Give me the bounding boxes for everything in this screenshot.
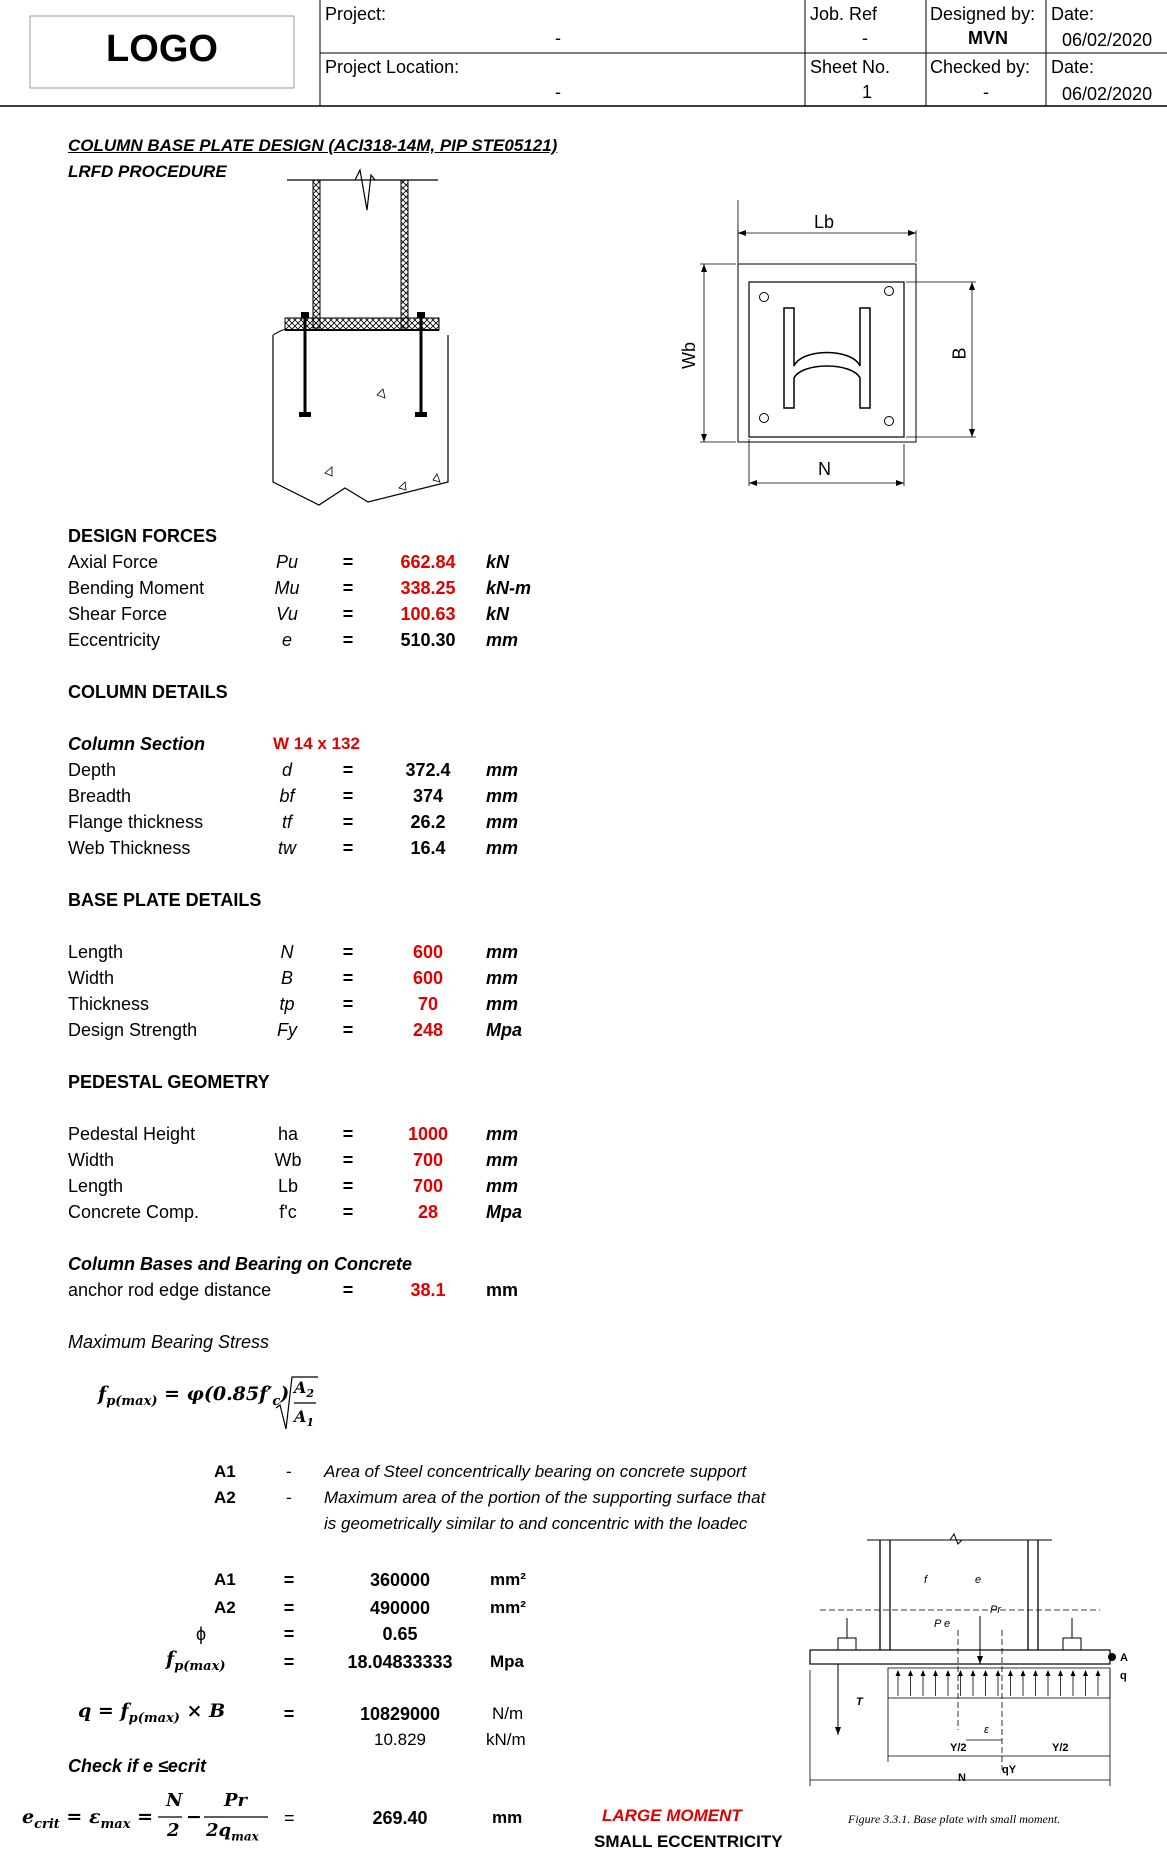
breadth-value: 374: [412, 786, 444, 806]
bearing-arrow-head: [1021, 1670, 1026, 1676]
sheet-no-value: 1: [862, 82, 873, 102]
plate-thickness-sym: tp: [279, 994, 295, 1014]
calc-fp-value: 18.04833333: [347, 1652, 453, 1672]
a2-dash: -: [286, 1488, 292, 1507]
designed-by-value: MVN: [968, 28, 1008, 48]
max-bearing-stress-label: Maximum Bearing Stress: [68, 1332, 270, 1352]
ecrit-value: 269.40: [372, 1808, 428, 1828]
breadth-eq: =: [342, 786, 354, 806]
bearing-heading: Column Bases and Bearing on Concrete: [68, 1254, 413, 1274]
figure-bearing-arrows: [888, 1668, 1118, 1698]
calc-a2-unit: mm²: [490, 1598, 526, 1617]
pedestal-width-sym: Wb: [274, 1150, 302, 1170]
a1-desc: Area of Steel concentrically bearing on concrete support: [324, 1462, 747, 1481]
fig-label-pr: Pr: [990, 1604, 1001, 1616]
web-thickness-value: 16.4: [410, 838, 446, 858]
depth-label: Depth: [68, 760, 117, 780]
bending-moment-value[interactable]: 338.25: [400, 578, 456, 598]
pedestal-height-label: Pedestal Height: [68, 1124, 196, 1144]
web-thickness-label: Web Thickness: [68, 838, 191, 858]
plate-thickness-value[interactable]: 70: [417, 994, 439, 1014]
axial-force-unit: kN: [486, 552, 510, 572]
calc-phi-eq: =: [283, 1624, 295, 1644]
designed-by-label: Designed by:: [930, 4, 1036, 24]
axial-force-sym: Pu: [275, 552, 299, 572]
pedestal-length-label: Length: [68, 1176, 124, 1196]
eccentricity-unit: mm: [486, 630, 519, 650]
bearing-arrow-head: [958, 1670, 963, 1676]
bearing-arrow-head: [971, 1670, 976, 1676]
sheet-no-label: Sheet No.: [810, 57, 891, 77]
plate-width-eq: =: [342, 968, 354, 988]
bearing-arrow-head: [921, 1670, 926, 1676]
concrete-comp-value[interactable]: 28: [417, 1202, 439, 1222]
concrete-comp-label: Concrete Comp.: [68, 1202, 200, 1222]
fig-label-a: A: [1120, 1652, 1128, 1664]
plate-thickness-eq: =: [342, 994, 354, 1014]
bearing-arrow-head: [1033, 1670, 1038, 1676]
bearing-arrow-head: [1071, 1670, 1076, 1676]
plate-thickness-label: Thickness: [68, 994, 150, 1014]
pedestal-width-label: Width: [68, 1150, 115, 1170]
plate-width-label: Width: [68, 968, 115, 988]
fig-label-y2b: Y/2: [1052, 1742, 1069, 1754]
fig-label-q: q: [1120, 1670, 1127, 1682]
design-strength-sym: Fy: [277, 1020, 297, 1040]
bearing-arrow-head: [996, 1670, 1001, 1676]
plan-label-b: B: [949, 347, 970, 360]
a1-dash: -: [286, 1462, 292, 1481]
bearing-arrow-head: [983, 1670, 988, 1676]
breadth-sym: bf: [279, 786, 295, 806]
shear-force-sym: Vu: [276, 604, 298, 624]
pedestal-height-sym: ha: [277, 1124, 299, 1144]
column-elevation-sketch: [265, 170, 465, 500]
project-location-value: -: [555, 82, 561, 102]
ecrit-frac-pr: Pr: [224, 1790, 248, 1811]
calc-a1-eq: =: [283, 1570, 295, 1590]
calc-a1-name: A1: [214, 1570, 236, 1589]
pedestal-length-unit: mm: [486, 1176, 519, 1196]
date-label-2: Date:: [1051, 57, 1095, 77]
bearing-arrow-head: [1058, 1670, 1063, 1676]
base-plate-plan-sketch: [680, 200, 1010, 490]
date-value-2: 06/02/2020: [1062, 84, 1153, 104]
shear-force-unit: kN: [486, 604, 510, 624]
calc-a2-value: 490000: [369, 1598, 431, 1618]
plan-label-lb: Lb: [814, 212, 835, 232]
calc-a1-value: 360000: [369, 1570, 431, 1590]
depth-sym: d: [281, 760, 292, 780]
fig-label-t: T: [856, 1696, 863, 1708]
q-unit-2: kN/m: [486, 1730, 526, 1749]
flange-thickness-value: 26.2: [410, 812, 446, 832]
anchor-edge-value[interactable]: 38.1: [410, 1280, 446, 1300]
eccentricity-eq: =: [342, 630, 354, 650]
pedestal-height-unit: mm: [486, 1124, 519, 1144]
breadth-label: Breadth: [68, 786, 132, 806]
column-section-label: Column Section: [68, 734, 206, 754]
bending-moment-unit: kN-m: [486, 578, 532, 598]
plate-length-unit: mm: [486, 942, 519, 962]
sqrt-numerator: $A_2$: [294, 1378, 315, 1401]
ecrit-eq: =: [284, 1808, 295, 1828]
plate-length-sym: N: [280, 942, 294, 962]
ecrit-frac-2: 2: [167, 1820, 180, 1841]
bearing-arrow-head: [933, 1670, 938, 1676]
sqrt-denominator: $A_1$: [294, 1407, 315, 1430]
ecrit-unit: mm: [492, 1808, 523, 1827]
pedestal-length-value[interactable]: 700: [412, 1176, 444, 1196]
concrete-comp-sym: f'c: [279, 1202, 297, 1222]
eccentricity-sym: e: [281, 630, 292, 650]
job-ref-label: Job. Ref: [810, 4, 878, 24]
calc-phi-name: ϕ: [196, 1624, 207, 1644]
depth-value: 372.4: [405, 760, 451, 780]
anchor-edge-unit: mm: [486, 1280, 519, 1300]
design-forces-heading: DESIGN FORCES: [68, 526, 218, 546]
flange-thickness-label: Flange thickness: [68, 812, 204, 832]
calc-fp-unit: Mpa: [490, 1652, 524, 1671]
fig-label-pe: P e: [934, 1618, 951, 1630]
web-thickness-unit: mm: [486, 838, 519, 858]
calc-phi-value: 0.65: [382, 1624, 418, 1644]
pedestal-height-value[interactable]: 1000: [407, 1124, 449, 1144]
project-value: -: [555, 28, 561, 48]
ecrit-minus: −: [186, 1806, 202, 1828]
bending-moment-sym: Mu: [274, 578, 300, 598]
base-plate-heading: BASE PLATE DETAILS: [68, 890, 262, 910]
fp-max-formula: $f_{p(max)} = \varphi(0.85f'_c)$: [98, 1383, 290, 1409]
plate-width-value[interactable]: 600: [412, 968, 444, 988]
eccentricity-value: 510.30: [400, 630, 456, 650]
a2-desc-2: is geometrically similar to and concentric with the loadec: [324, 1514, 748, 1533]
flange-thickness-unit: mm: [486, 812, 519, 832]
plate-thickness-unit: mm: [486, 994, 519, 1014]
plate-length-value[interactable]: 600: [412, 942, 444, 962]
checked-by-label: Checked by:: [930, 57, 1031, 77]
bearing-arrow-head: [896, 1670, 901, 1676]
q-unit: N/m: [492, 1704, 524, 1723]
bending-moment-eq: =: [342, 578, 354, 598]
fig-label-eps: ε: [984, 1724, 989, 1736]
q-eq: =: [283, 1704, 295, 1724]
concrete-comp-unit: Mpa: [486, 1202, 522, 1222]
a2-name: A2: [214, 1488, 236, 1507]
pedestal-length-sym: Lb: [277, 1176, 299, 1196]
depth-eq: =: [342, 760, 354, 780]
calc-a2-eq: =: [283, 1598, 295, 1618]
column-details-heading: COLUMN DETAILS: [68, 682, 228, 702]
pedestal-height-eq: =: [342, 1124, 354, 1144]
pedestal-width-unit: mm: [486, 1150, 519, 1170]
axial-force-label: Axial Force: [68, 552, 159, 572]
fig-label-f: f: [924, 1574, 928, 1586]
web-thickness-eq: =: [342, 838, 354, 858]
anchor-edge-eq: =: [342, 1280, 354, 1300]
concrete-comp-eq: =: [342, 1202, 354, 1222]
design-strength-label: Design Strength: [68, 1020, 198, 1040]
breadth-unit: mm: [486, 786, 519, 806]
plan-label-n: N: [818, 459, 831, 479]
fig-label-n: N: [958, 1772, 966, 1784]
project-location-label: Project Location:: [325, 57, 460, 77]
flange-thickness-sym: tf: [281, 812, 292, 832]
design-strength-eq: =: [342, 1020, 354, 1040]
bearing-arrow-head: [1083, 1670, 1088, 1676]
column-section-value[interactable]: W 14 x 132: [273, 734, 360, 753]
ecrit-frac-n: N: [166, 1790, 183, 1811]
job-ref-value: -: [862, 28, 868, 48]
axial-force-value[interactable]: 662.84: [400, 552, 456, 572]
ecrit-frac-2qmax: $2q_{max}$: [206, 1820, 259, 1844]
fig-label-qy: qY: [1002, 1764, 1017, 1776]
fig-label-y2a: Y/2: [950, 1742, 967, 1754]
plate-length-label: Length: [68, 942, 124, 962]
a2-desc-1: Maximum area of the portion of the supporting surface that: [324, 1488, 766, 1507]
bearing-arrow-head: [946, 1670, 951, 1676]
q-formula: $q = f_{p(max)} \times B$: [78, 1700, 226, 1726]
page-title: COLUMN BASE PLATE DESIGN (ACI318-14M, PIP STE05121): [68, 136, 558, 155]
shear-force-eq: =: [342, 604, 354, 624]
bending-moment-label: Bending Moment: [68, 578, 205, 598]
ecrit-fraction-bars: [158, 1816, 278, 1820]
pedestal-heading: PEDESTAL GEOMETRY: [68, 1072, 270, 1092]
q-value-2: 10.829: [374, 1730, 426, 1749]
axial-force-eq: =: [342, 552, 354, 572]
figure-caption: Figure 3.3.1. Base plate with small moment.: [848, 1812, 1061, 1826]
check-eccentricity-label: Check if e ≤ecrit: [68, 1756, 206, 1776]
q-value: 10829000: [359, 1704, 441, 1724]
shear-force-label: Shear Force: [68, 604, 168, 624]
calc-fp-name: $f_{p(max)}$: [166, 1648, 226, 1674]
design-strength-value[interactable]: 248: [412, 1020, 444, 1040]
shear-force-value[interactable]: 100.63: [400, 604, 456, 624]
plate-width-unit: mm: [486, 968, 519, 988]
project-label: Project:: [325, 4, 387, 24]
date-label-1: Date:: [1051, 4, 1095, 24]
bearing-arrow-head: [908, 1670, 913, 1676]
date-value-1: 06/02/2020: [1062, 30, 1153, 50]
design-strength-unit: Mpa: [486, 1020, 522, 1040]
plan-label-wb: Wb: [679, 342, 699, 369]
pedestal-width-eq: =: [342, 1150, 354, 1170]
ecrit-formula-lhs: $e_{crit} = \varepsilon_{max}$ =: [22, 1806, 153, 1832]
flange-thickness-eq: =: [342, 812, 354, 832]
checked-by-value: -: [983, 82, 989, 102]
bearing-arrow-head: [1008, 1670, 1013, 1676]
web-thickness-sym: tw: [278, 838, 296, 858]
plate-width-sym: B: [280, 968, 293, 988]
logo: LOGO: [106, 28, 218, 70]
bearing-arrow-head: [1046, 1670, 1051, 1676]
page-subtitle: LRFD PROCEDURE: [68, 162, 227, 181]
a1-name: A1: [214, 1462, 236, 1481]
calc-fp-eq: =: [283, 1652, 295, 1672]
result-large-moment: LARGE MOMENT: [602, 1806, 742, 1825]
pedestal-length-eq: =: [342, 1176, 354, 1196]
result-small-eccentricity: SMALL ECCENTRICITY: [594, 1832, 783, 1851]
depth-unit: mm: [486, 760, 519, 780]
fig-label-e: e: [975, 1574, 982, 1586]
eccentricity-label: Eccentricity: [68, 630, 161, 650]
calc-a2-name: A2: [214, 1598, 236, 1617]
plate-length-eq: =: [342, 942, 354, 962]
pedestal-width-value[interactable]: 700: [412, 1150, 444, 1170]
bearing-arrow-head: [1096, 1670, 1101, 1676]
anchor-edge-label: anchor rod edge distance: [68, 1280, 272, 1300]
calc-a1-unit: mm²: [490, 1570, 526, 1589]
